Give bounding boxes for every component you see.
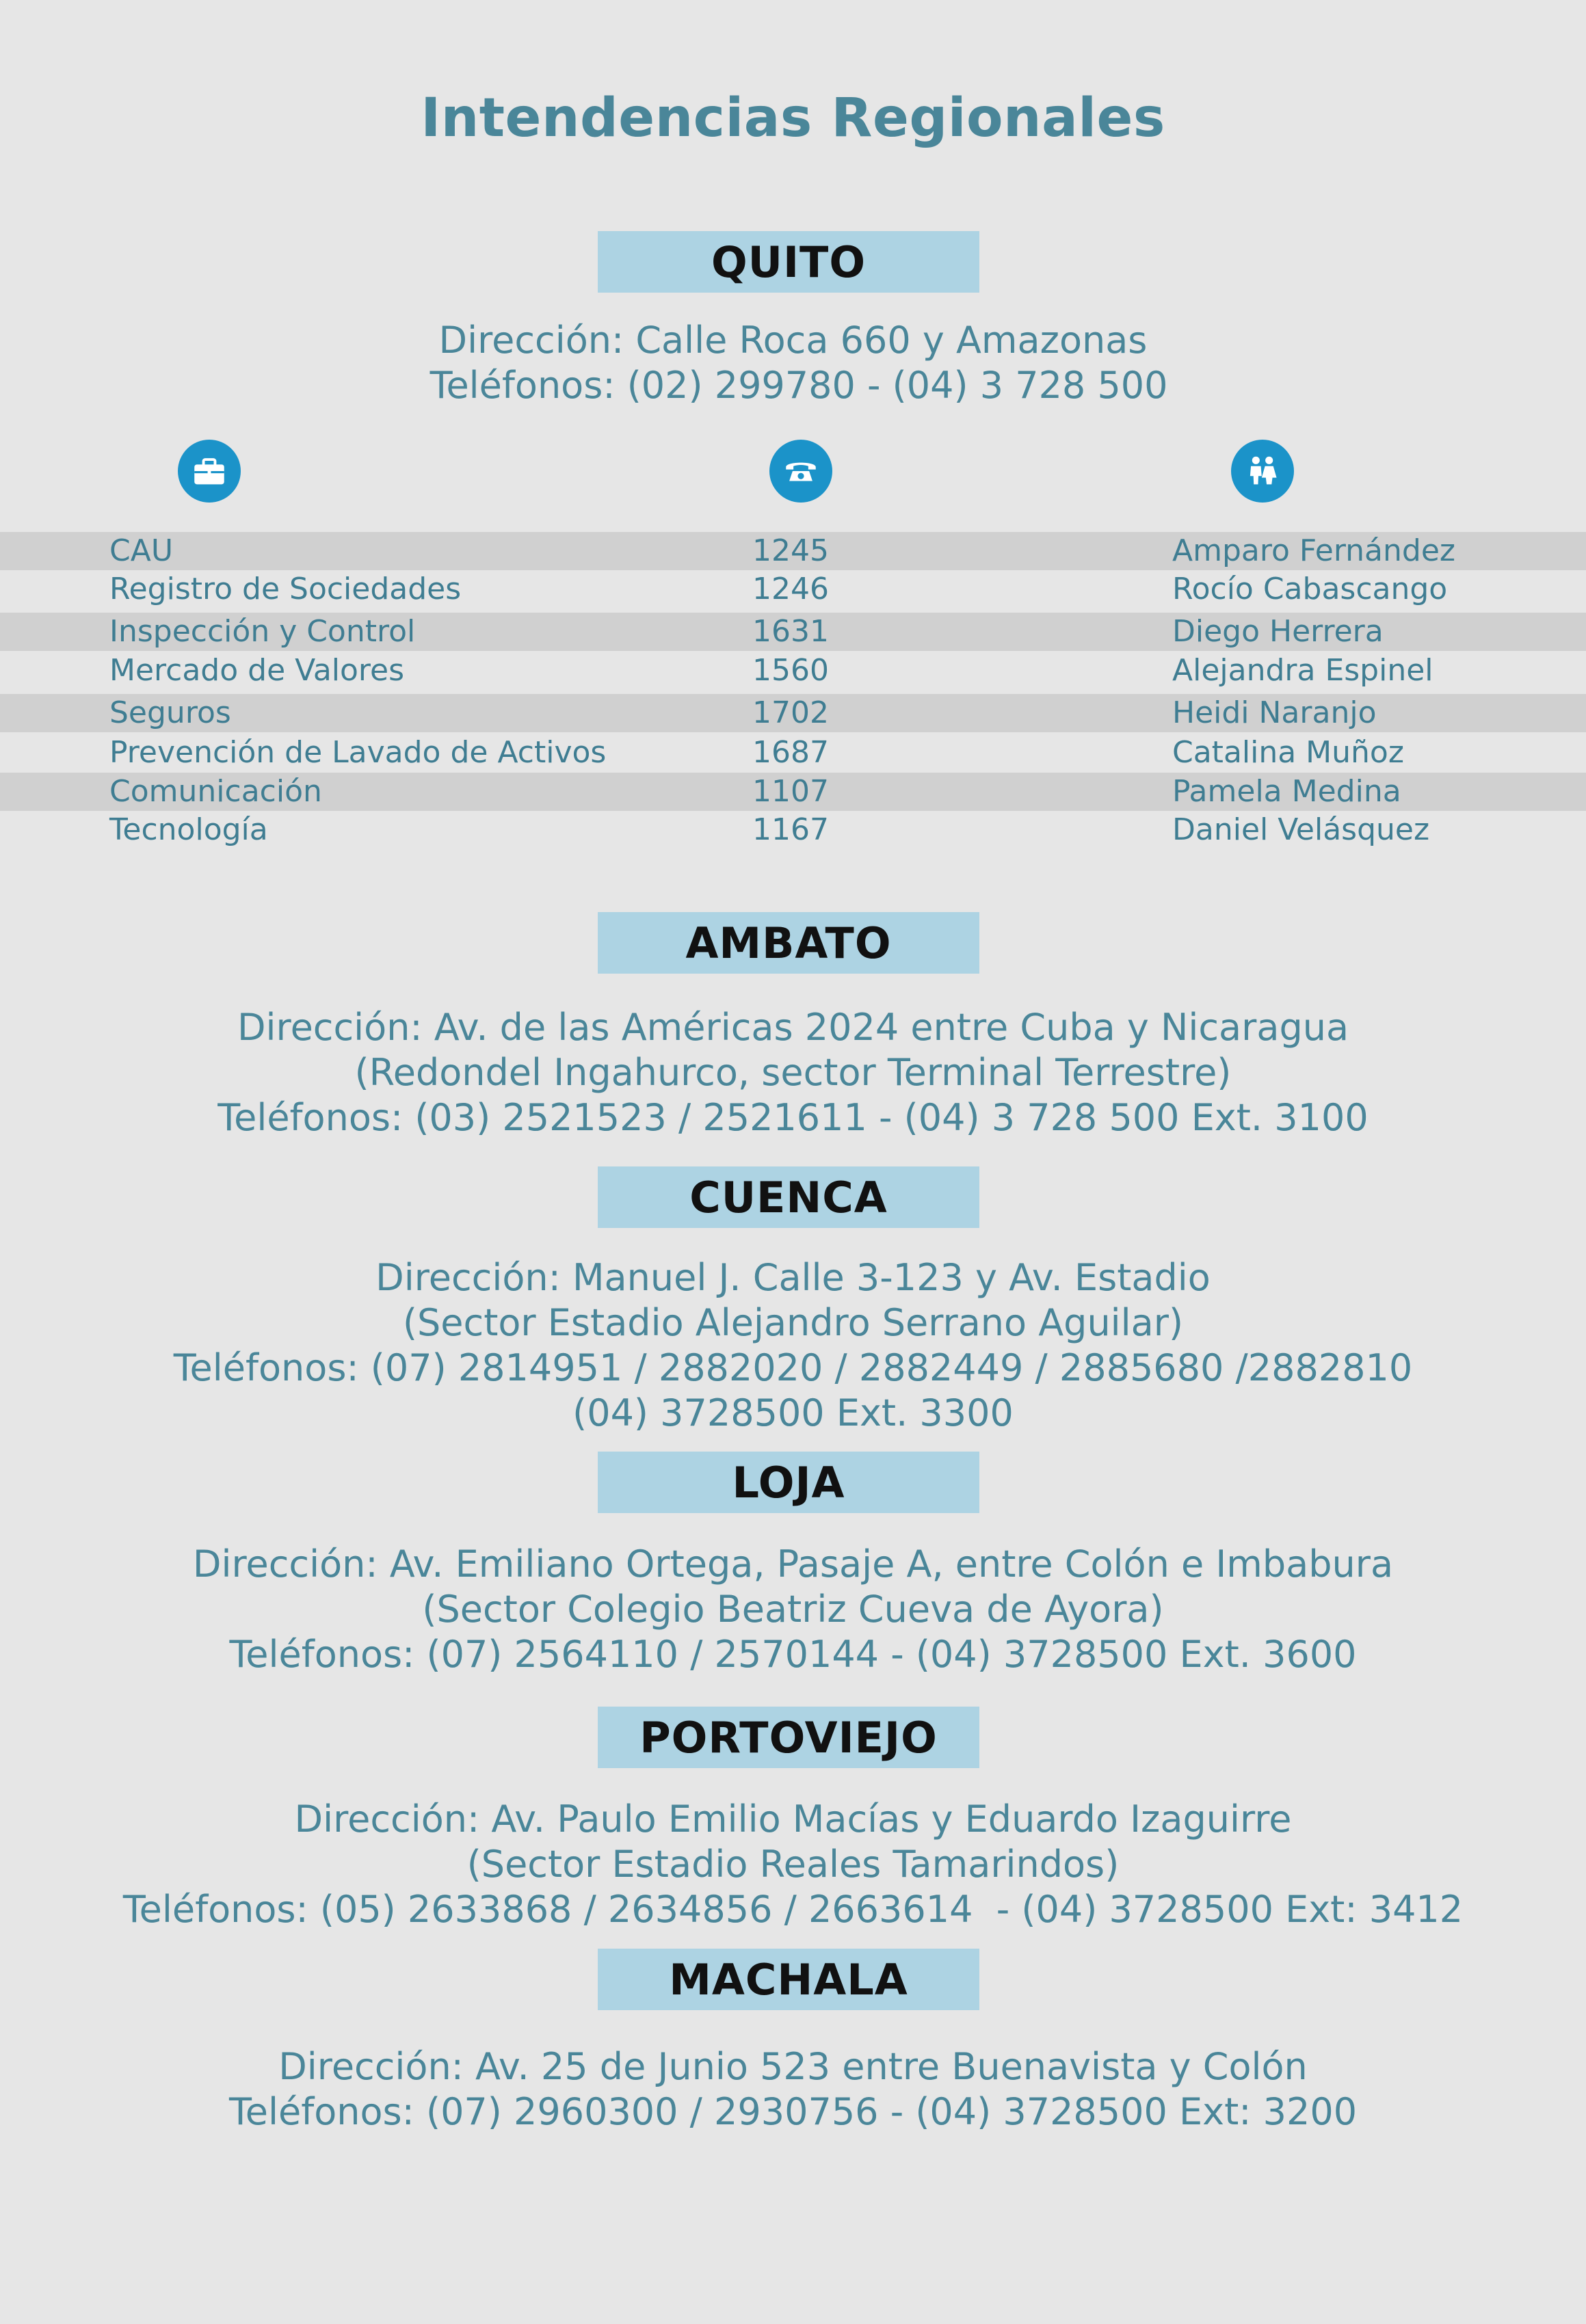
address-line: Dirección: Av. de las Américas 2024 entre Cuba y Nicaragua: [237, 1006, 1349, 1049]
contact-name: Catalina Muñoz: [1172, 735, 1404, 770]
directory-row: [0, 532, 1586, 570]
address-note: (Redondel Ingahurco, sector Terminal Terrestre): [354, 1051, 1232, 1094]
department-name: Comunicación: [109, 774, 322, 809]
address-note: (Sector Estadio Alejandro Serrano Aguilar): [402, 1301, 1184, 1344]
contact-name: Daniel Velásquez: [1172, 812, 1430, 847]
address-line: Dirección: Av. Emiliano Ortega, Pasaje A, entre Colón e Imbabura: [192, 1542, 1394, 1586]
portoviejo-address: [0, 1797, 1586, 1932]
extension-number: 1246: [752, 572, 829, 606]
contact-name: Diego Herrera: [1172, 614, 1384, 649]
phone-line: Teléfonos: (07) 2814951 / 2882020 / 2882449 / 2885680 /2882810: [173, 1346, 1413, 1389]
cuenca-address: [0, 1255, 1586, 1436]
city-heading-portoviejo: PORTOVIEJO: [598, 1707, 979, 1768]
extension-number: 1167: [752, 812, 829, 847]
city-heading-machala: MACHALA: [598, 1949, 979, 2010]
quito-address: [0, 318, 1586, 408]
phone-line: (04) 3728500 Ext. 3300: [572, 1391, 1014, 1434]
address-line: Dirección: Av. 25 de Junio 523 entre Buenavista y Colón: [278, 2045, 1308, 2088]
directory-row: [0, 652, 1586, 690]
phone-line: Teléfonos: (05) 2633868 / 2634856 / 2663614 - (04) 3728500 Ext: 3412: [122, 1888, 1464, 1931]
extension-number: 1687: [752, 735, 829, 770]
address-note: (Sector Colegio Beatriz Cueva de Ayora): [422, 1588, 1164, 1631]
contact-name: Heidi Naranjo: [1172, 695, 1377, 730]
city-heading-quito: QUITO: [598, 231, 979, 293]
address-note: (Sector Estadio Reales Tamarindos): [466, 1843, 1120, 1886]
department-name: Tecnología: [109, 812, 268, 847]
ambato-address: [0, 1005, 1586, 1140]
machala-address: [0, 2044, 1586, 2135]
department-name: Mercado de Valores: [109, 653, 405, 688]
contact-name: Rocío Cabascango: [1172, 572, 1448, 606]
briefcase-icon: [178, 440, 241, 503]
directory-row: [0, 613, 1586, 651]
directory-row: [0, 734, 1586, 772]
phone-line: Teléfonos: (07) 2960300 / 2930756 - (04) 3728500 Ext: 3200: [228, 2090, 1358, 2133]
contact-name: Pamela Medina: [1172, 774, 1401, 809]
phone-line: Teléfonos: (07) 2564110 / 2570144 - (04) 3728500 Ext. 3600: [229, 1633, 1357, 1676]
department-name: Seguros: [109, 695, 231, 730]
directory-row: [0, 694, 1586, 732]
extension-number: 1631: [752, 614, 829, 649]
city-heading-ambato: AMBATO: [598, 912, 979, 974]
extension-number: 1245: [752, 533, 829, 568]
department-name: CAU: [109, 533, 174, 568]
loja-address: [0, 1542, 1586, 1677]
extension-number: 1702: [752, 695, 829, 730]
telephone-icon: [769, 440, 832, 503]
address-line: Dirección: Manuel J. Calle 3-123 y Av. Estadio: [375, 1256, 1211, 1299]
people-icon: [1231, 440, 1294, 503]
directory-row: [0, 773, 1586, 811]
directory-row: [0, 570, 1586, 609]
extension-number: 1560: [752, 653, 829, 688]
phone-line: Teléfonos: (03) 2521523 / 2521611 - (04) 3 728 500 Ext. 3100: [217, 1096, 1369, 1139]
city-heading-loja: LOJA: [598, 1452, 979, 1513]
extension-number: 1107: [752, 774, 829, 809]
directory-row: [0, 811, 1586, 849]
address-line: Dirección: Av. Paulo Emilio Macías y Eduardo Izaguirre: [294, 1798, 1292, 1841]
city-heading-cuenca: CUENCA: [598, 1166, 979, 1228]
department-name: Inspección y Control: [109, 614, 416, 649]
contact-name: Amparo Fernández: [1172, 533, 1456, 568]
phone-line: Teléfonos: (02) 299780 - (04) 3 728 500: [418, 364, 1168, 407]
department-name: Prevención de Lavado de Activos: [109, 735, 607, 770]
contact-name: Alejandra Espinel: [1172, 653, 1433, 688]
address-line: Dirección: Calle Roca 660 y Amazonas: [438, 319, 1148, 362]
page-title: Intendencias Regionales: [421, 88, 1165, 149]
department-name: Registro de Sociedades: [109, 572, 462, 606]
